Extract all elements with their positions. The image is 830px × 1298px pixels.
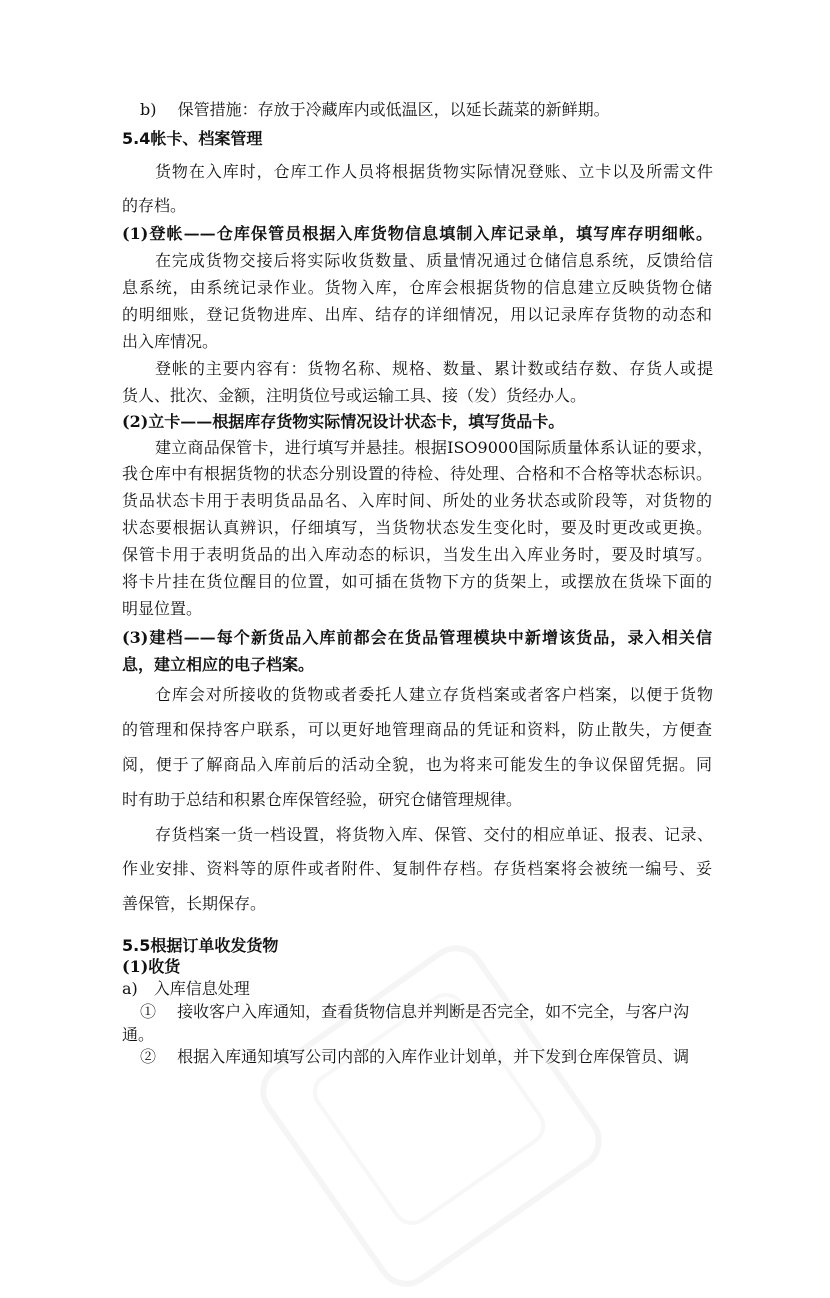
list-item: a) 入库信息处理 [122,979,250,998]
paragraph-line: 我仓库中有根据货物的状态分别设置的待检、待处理、合格和不合格等状态标识。 [122,464,712,483]
paragraph-line: 出入库情况。 [122,332,219,351]
paragraph-line: 仓库会对所接收的货物或者委托人建立存货档案或者客户档案，以便于货物 [155,685,713,704]
paragraph-line: 时有助于总结和积累仓库保管经验，研究仓储管理规律。 [122,790,523,809]
subheading: (1)登帐——仓库保管员根据入库货物信息填制入库记录单，填写库存明细帐。 [122,224,712,243]
subheading: (3)建档——每个新货品入库前都会在货品管理模块中新增该货品，录入相关信 [122,628,712,647]
paragraph-line: 将卡片挂在货位醒目的位置，如可插在货物下方的货架上，或摆放在货垛下面的 [122,572,712,591]
paragraph-line: 货物在入库时，仓库工作人员将根据货物实际情况登账、立卡以及所需文件 [155,162,713,181]
paragraph-line: 的存档。 [122,196,187,215]
section-heading: 5.4帐卡、档案管理 [122,129,263,148]
paragraph-line: 息系统，由系统记录作业。货物入库，仓库会根据货物的信息建立反映货物仓储 [122,278,712,297]
paragraph-line: 在完成货物交接后将实际收货数量、质量情况通过仓储信息系统，反馈给信 [155,251,713,270]
list-item: ① 接收客户入库通知，查看货物信息并判断是否完全，如不完全，与客户沟 [140,1002,690,1021]
paragraph-line: 阅，便于了解商品入库前后的活动全貌，也为将来可能发生的争议保留凭据。同 [122,755,712,774]
paragraph-line: 登帐的主要内容有：货物名称、规格、数量、累计数或结存数、存货人或提 [155,359,713,378]
paragraph-line: 状态要根据认真辨识，仔细填写，当货物状态发生变化时，要及时更改或更换。 [122,518,712,537]
paragraph-line: 货品状态卡用于表明货品品名、入库时间、所处的业务状态或阶段等，对货物的 [122,491,712,510]
section-heading: 5.5根据订单收发货物 [122,936,279,955]
paragraph-line: 建立商品保管卡，进行填写并悬挂。根据ISO9000国际质量体系认证的要求， [155,438,713,457]
text-line: b) 保管措施：存放于冷藏库内或低温区，以延长蔬菜的新鲜期。 [140,100,610,119]
list-item: 通。 [122,1025,155,1044]
subheading: (2)立卡——根据库存货物实际情况设计状态卡，填写货品卡。 [122,412,565,431]
paragraph-line: 的管理和保持客户联系，可以更好地管理商品的凭证和资料，防止散失，方便查 [122,720,712,739]
paragraph-line: 存货档案一货一档设置，将货物入库、保管、交付的相应单证、报表、记录、 [155,825,713,844]
paragraph-line: 善保管，长期保存。 [122,894,267,913]
subheading: (1)收货 [122,957,181,976]
paragraph-line: 作业安排、资料等的原件或者附件、复制件存档。存货档案将会被统一编号、妥 [122,859,712,878]
subheading: 息，建立相应的电子档案。 [122,655,315,674]
paragraph-line: 明显位置。 [122,599,203,618]
list-item: ② 根据入库通知填写公司内部的入库作业计划单，并下发到仓库保管员、调 [140,1047,690,1066]
paragraph-line: 的明细账，登记货物进库、出库、结存的详细情况，用以记录库存货物的动态和 [122,305,712,324]
paragraph-line: 保管卡用于表明货品的出入库动态的标识，当发生出入库业务时，要及时填写。 [122,545,712,564]
paragraph-line: 货人、批次、金额，注明货位号或运输工具、接（发）货经办人。 [122,386,587,405]
